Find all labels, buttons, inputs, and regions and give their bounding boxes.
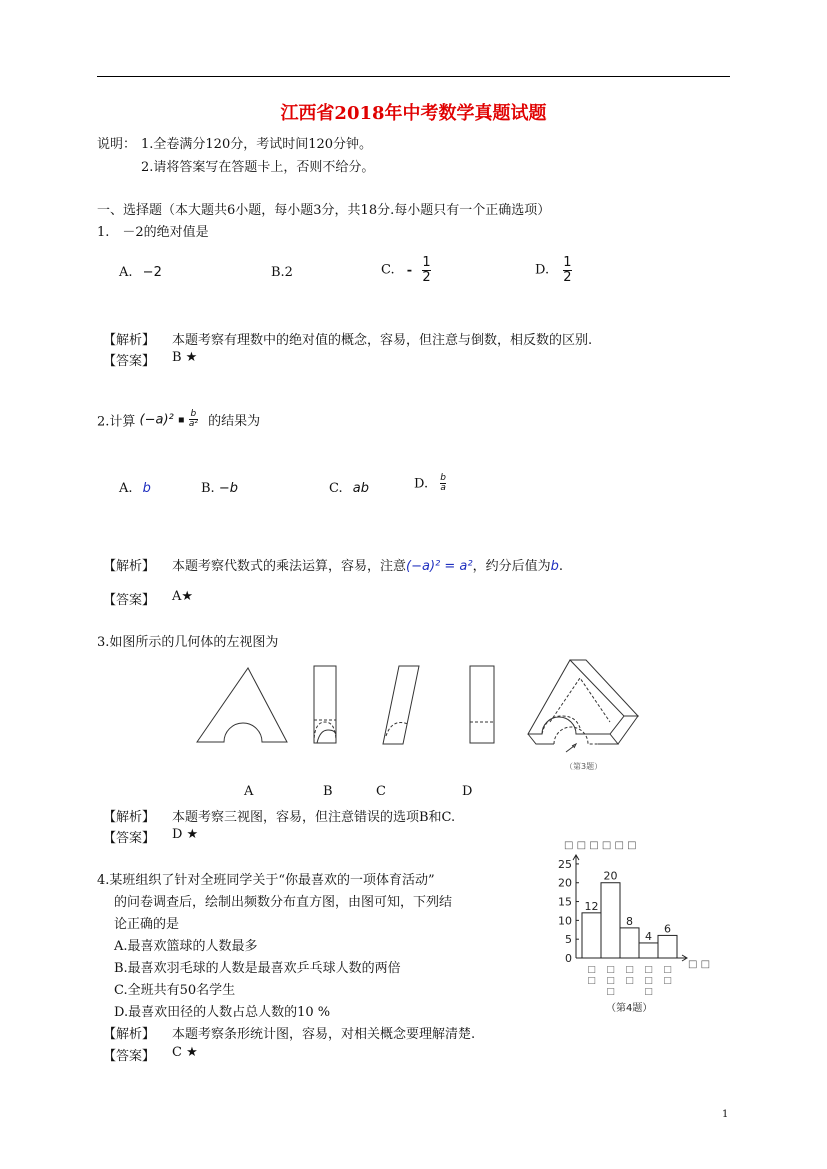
chart-x-category-label: □ □ (587, 965, 596, 986)
q2-stem-prefix: 2.计算 (97, 414, 136, 430)
q2-option-b-label: B. (201, 481, 215, 496)
q1-option-c-fraction (422, 256, 430, 284)
header-rule (97, 76, 730, 77)
q2-option-c-value: ab (352, 481, 369, 496)
q2-analysis-label: 【解析】 (103, 559, 156, 574)
q2-analysis-end: . (558, 559, 563, 574)
q4-histogram (530, 834, 730, 1020)
q2-option-c (329, 481, 369, 496)
q3-analysis: 本题考察三视图，容易，但注意错误的选项B和C. (172, 810, 456, 825)
q4-analysis-label: 【解析】 (103, 1027, 156, 1042)
q3-option-c-figure (383, 666, 419, 744)
q2-option-b (201, 481, 238, 496)
q1-option-c-numerator: 1 (422, 255, 431, 270)
chart-title: □ □ □ □ □ □ (564, 840, 637, 851)
q1-option-d-denominator: 2 (563, 269, 572, 285)
q4-stem-line-1: 4.某班组织了针对全班同学关于“你最喜欢的一项体育活动” (97, 873, 435, 888)
q4-fig-caption: （第4题） (606, 1003, 653, 1014)
q2-option-d-label: D. (414, 476, 429, 492)
q4-option-d: D.最喜欢田径的人数占总人数的10 % (114, 1005, 331, 1020)
q3-answer: D ★ (172, 827, 199, 842)
q3-solid-figure (528, 660, 638, 752)
chart-y-tick-label: 20 (558, 876, 572, 890)
q3-figures (190, 656, 650, 776)
q2-stem (97, 410, 260, 430)
page-number: 1 (722, 1109, 729, 1120)
q2-stem-numerator: b (190, 409, 197, 419)
chart-x-category-label: □ □ (625, 965, 634, 986)
q2-stem-denominator: a² (188, 419, 198, 430)
chart-x-category-label: □ □ (663, 965, 672, 986)
q3-label-a: A (244, 784, 254, 799)
q2-option-a-value: b (142, 481, 151, 496)
chart-bars (582, 870, 677, 958)
q2-analysis-tail: ，约分后值为 (472, 559, 551, 574)
section-heading: 一、选择题（本大题共6小题，每小题3分，共18分.每小题只有一个正确选项） (97, 203, 551, 218)
q4-option-a: A.最喜欢篮球的人数最多 (114, 939, 258, 954)
q1-option-c-label: C. (381, 262, 395, 278)
q2-option-c-label: C. (329, 481, 343, 496)
q4-analysis: 本题考察条形统计图，容易，对相关概念要理解清楚. (172, 1027, 476, 1042)
q1-option-d-fraction (563, 256, 571, 284)
chart-bar (658, 935, 677, 958)
chart-bar-value-label: 8 (626, 914, 633, 928)
note-item-2: 2.请将答案写在答题卡上，否则不给分。 (141, 160, 375, 175)
q2-answer: A★ (172, 589, 194, 604)
q4-stem-line-3: 论正确的是 (114, 917, 180, 932)
q1-option-d (535, 256, 572, 284)
q2-option-a-label: A. (119, 481, 133, 496)
q4-answer: C ★ (172, 1045, 198, 1060)
chart-bar (582, 913, 601, 958)
chart-bar (639, 943, 658, 958)
q1-stem: 1. －2的绝对值是 (97, 225, 209, 240)
q1-option-a-label: A. (119, 265, 133, 280)
chart-x-category-label: □ □ □ (644, 965, 653, 997)
q3-label-c: C (376, 784, 386, 799)
notes-label: 说明： (97, 137, 137, 152)
q3-stem: 3.如图所示的几何体的左视图为 (97, 635, 279, 650)
q2-option-a (119, 481, 151, 496)
q2-analysis-expr: (−a)² = a² (406, 559, 473, 574)
q3-analysis-label: 【解析】 (103, 810, 156, 825)
chart-bar (620, 928, 639, 958)
chart-y-tick-label: 25 (558, 857, 572, 871)
q2-option-d (414, 474, 446, 494)
q1-option-d-numerator: 1 (563, 255, 572, 270)
q1-option-c-denominator: 2 (422, 269, 431, 285)
q1-analysis: 本题考察有理数中的绝对值的概念，容易，但注意与倒数，相反数的区别. (172, 333, 593, 348)
q4-option-b: B.最喜欢羽毛球的人数是最喜欢乒乓球人数的两倍 (114, 961, 401, 976)
q1-option-a-value: −2 (142, 265, 162, 280)
chart-bar-value-label: 4 (645, 929, 652, 943)
chart-bar-value-label: 6 (664, 922, 671, 936)
chart-x-categories (587, 965, 672, 997)
q1-option-d-label: D. (535, 262, 550, 278)
q3-label-d: D (462, 784, 473, 799)
chart-x-category-label: □ □ □ (606, 965, 615, 997)
chart-y-tick-label: 5 (565, 933, 572, 947)
q2-option-d-numerator: b (440, 473, 446, 483)
q1-option-b: B.2 (271, 265, 293, 280)
q1-answer: B ★ (172, 350, 198, 365)
q3-option-b-figure (314, 666, 336, 743)
q4-answer-label: 【答案】 (103, 1049, 156, 1064)
q4-option-c: C.全班共有50名学生 (114, 983, 236, 998)
q2-stem-dot: ▪ (177, 414, 185, 426)
q1-answer-label: 【答案】 (103, 354, 156, 369)
q3-option-a-figure (197, 668, 287, 742)
q3-label-b: B (323, 784, 333, 799)
chart-y-tick-label: 0 (565, 952, 572, 965)
q4-stem-line-2: 的问卷调查后，绘制出频数分布直方图，由图可知，下列结 (114, 895, 453, 910)
q2-option-d-fraction (440, 474, 446, 494)
q2-stem-fraction (189, 410, 198, 430)
chart-bar-value-label: 12 (584, 899, 599, 913)
note-item-1: 1.全卷满分120分，考试时间120分钟。 (141, 137, 373, 152)
q3-fig-caption: （第3题） (565, 762, 603, 771)
q2-analysis-text: 本题考察代数式的乘法运算，容易，注意 (172, 559, 407, 574)
q1-option-c-sign: - (406, 262, 413, 278)
chart-x-label: □ □ (688, 959, 711, 970)
q2-stem-suffix: 的结果为 (208, 414, 261, 430)
q3-answer-label: 【答案】 (103, 831, 156, 846)
q1-option-c (381, 256, 431, 284)
chart-bar-value-label: 20 (603, 869, 618, 883)
q2-option-d-denominator: a (440, 483, 446, 494)
q2-answer-label: 【答案】 (103, 593, 156, 608)
q1-option-a (119, 265, 162, 280)
q1-analysis-label: 【解析】 (103, 333, 156, 348)
page-title: 江西省2018年中考数学真题试题 (280, 103, 547, 124)
chart-y-tick-label: 15 (558, 895, 572, 909)
q2-stem-expr: (−a)² (139, 412, 174, 428)
chart-y-tick-label: 10 (558, 914, 572, 928)
q2-option-b-value: −b (218, 481, 238, 496)
q3-option-d-figure (470, 666, 494, 743)
q2-analysis (172, 555, 563, 574)
q2-analysis-var: b (550, 559, 559, 574)
chart-bar (601, 883, 620, 958)
